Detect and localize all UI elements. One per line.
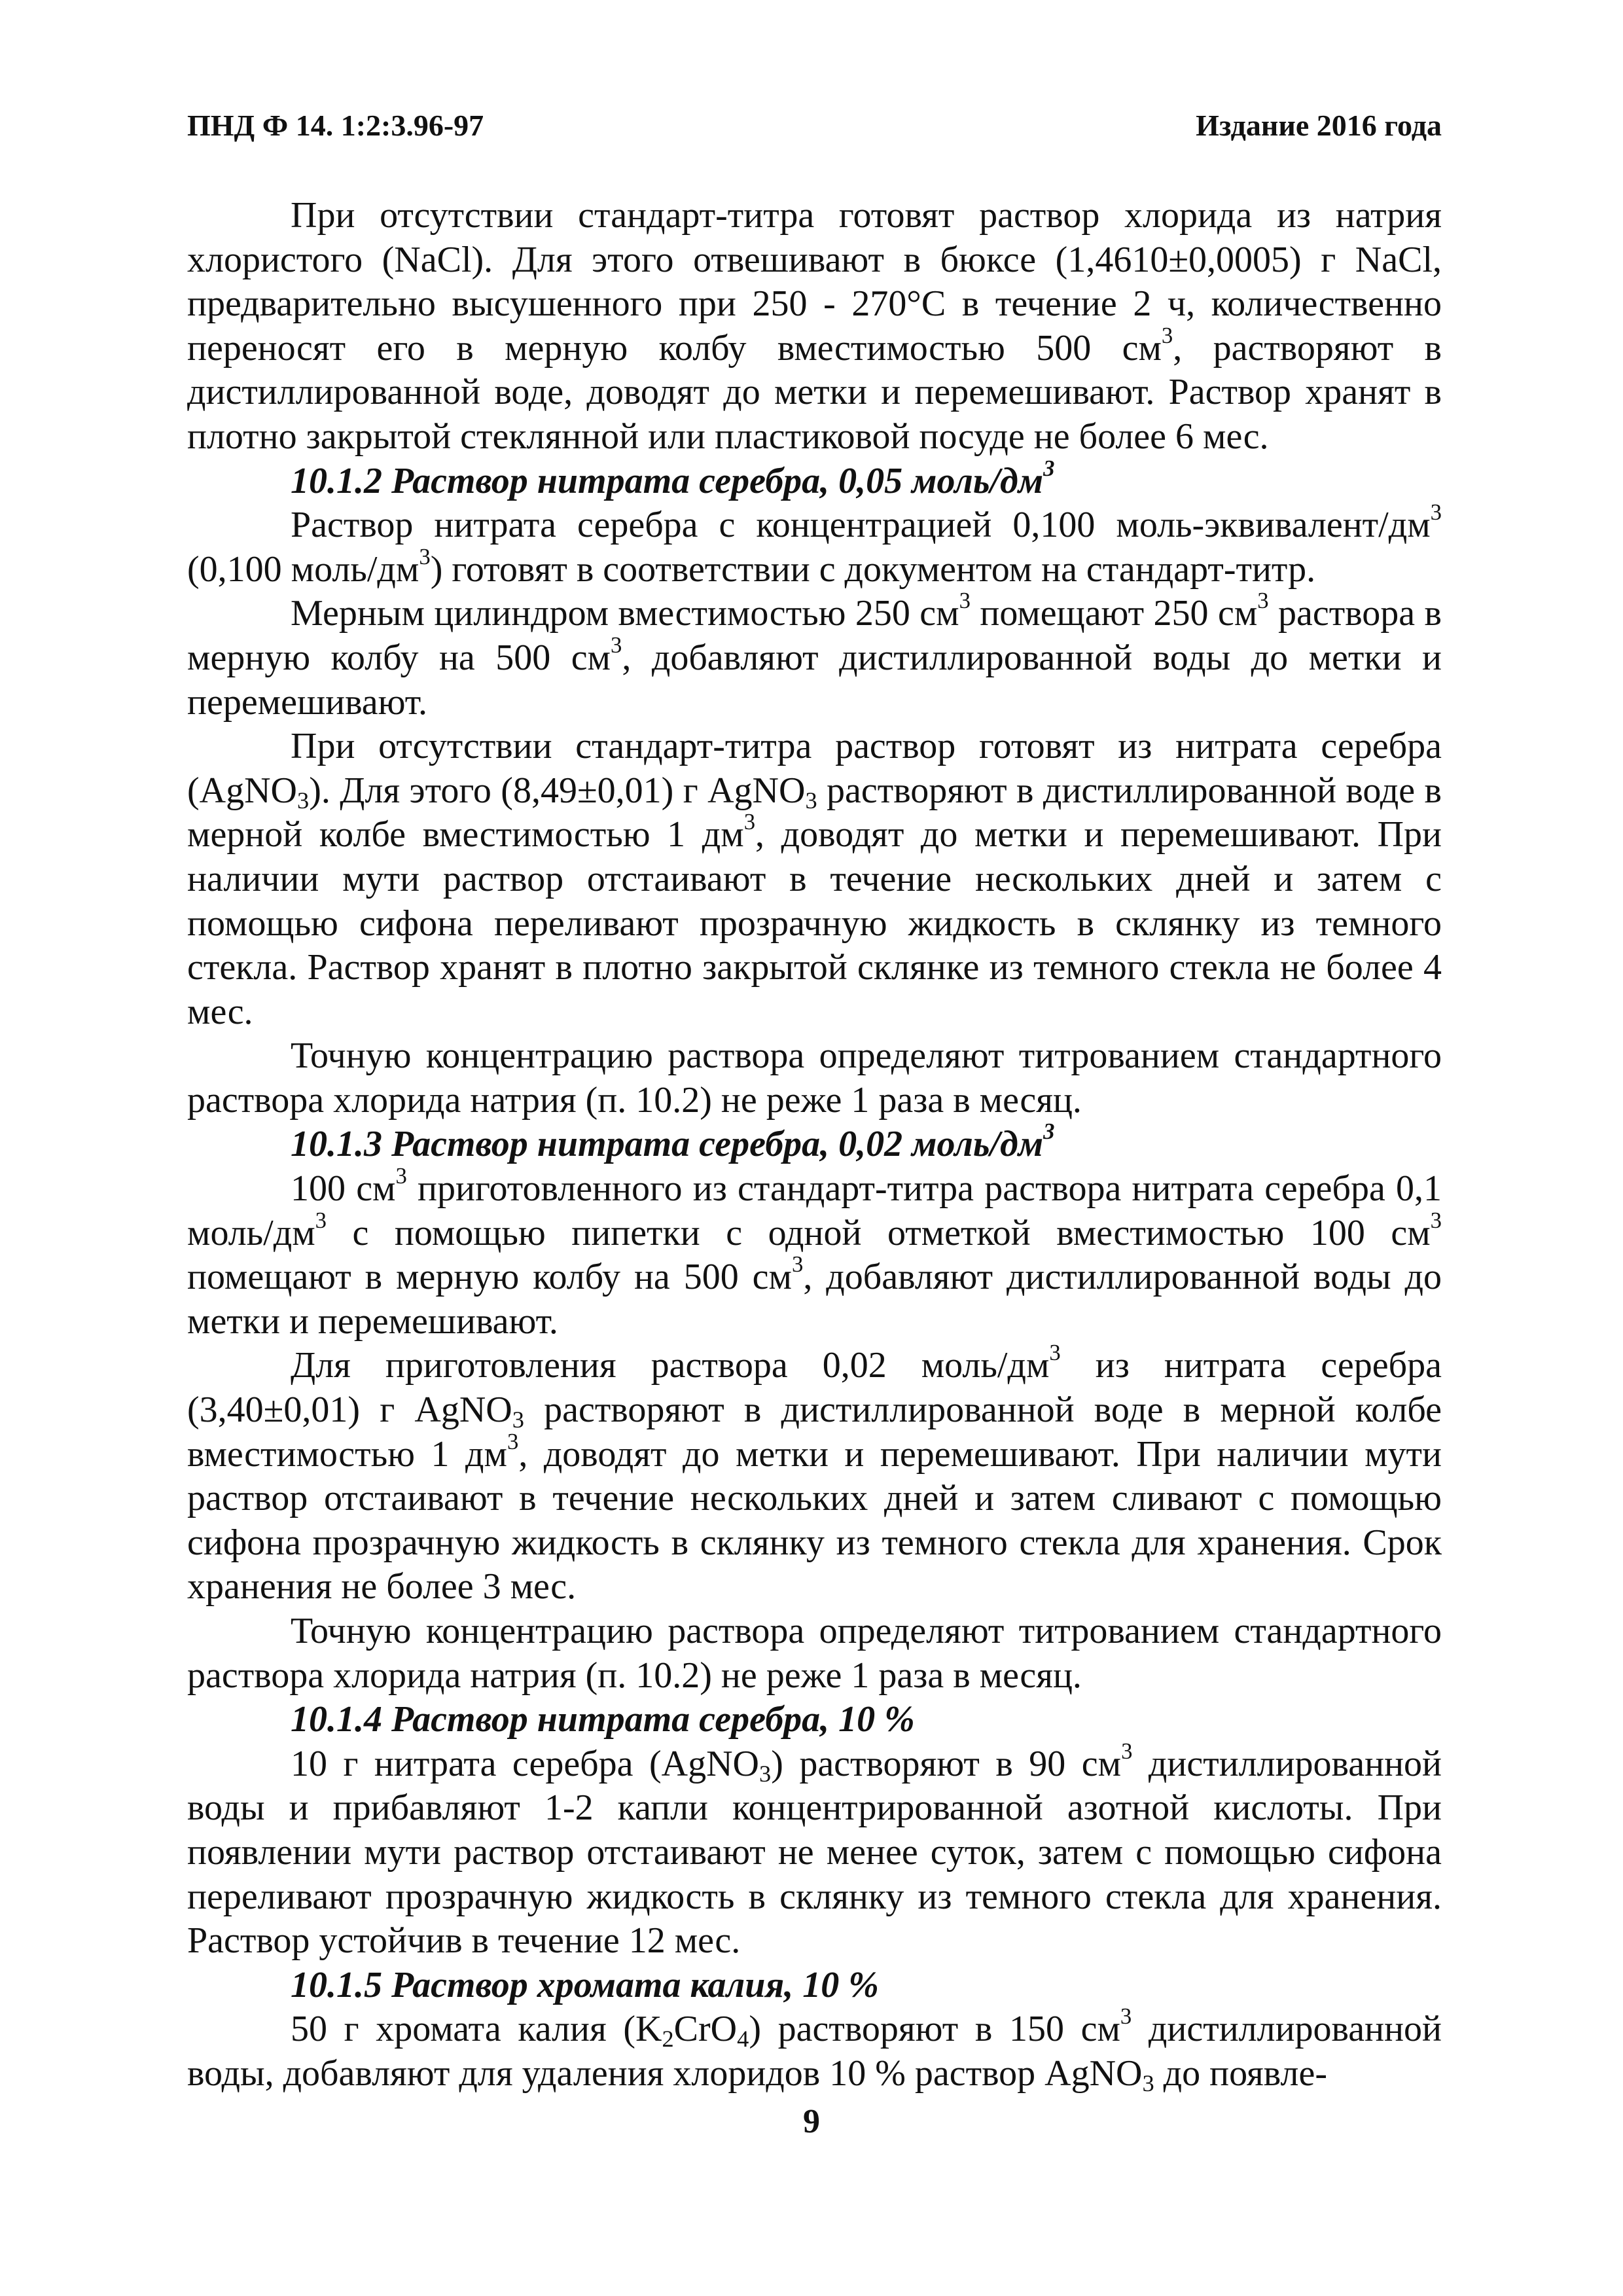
paragraph: При отсутствии стандарт-титра готовят раствор хлорида из натрия хлористого (NaCl). Для этого отвешивают в бюксе (1,4610±0,0005) г NaCl, предварительно высушенного при 250 - 270°C в течение 2 ч, количественно переносят его в мерную колбу вместимостью 500 $см^3$, растворяют в дистиллированной воде, доводят до метки и перемешивают. Раствор хранят в плотно закрытой стеклянной или пластиковой посуде не более 6 мес. [187,195,1442,457]
document-body [187,194,1442,2096]
paragraph: При отсутствии стандарт-титра раствор готовят из нитрата серебра (AgNO$_3$). Для этого (8,49±0,01) г AgNO$_3$ растворяют в дистиллированной воде в мерной колбе вместимостью 1 $дм^3$, доводят до метки и перемешивают. При наличии мути раствор отстаивают в течение нескольких дней и затем с помощью сифона переливают прозрачную жидкость в склянку из темного стекла. Раствор хранят в плотно закрытой склянке из темного стекла не более 4 мес. [187,726,1442,1032]
paragraph: Для приготовления раствора 0,02 моль/$дм^3$ из нитрата серебра (3,40±0,01) г AgNO$_3$ растворяют в дистиллированной воде в мерной колбе вместимостью 1 $дм^3$, доводят до метки и перемешивают. При наличии мути раствор отстаивают в течение нескольких дней и затем сливают с помощью сифона прозрачную жидкость в склянку из темного стекла для хранения. Срок хранения не более 3 мес. [187,1340,1442,1607]
section-heading: 10.1.3 Раствор нитрата серебра, 0,02 моль/$дм^3$ [291,1119,1055,1165]
paragraph: Точную концентрацию раствора определяют титрованием стандартного раствора хлорида натрия (п. 10.2) не реже 1 раза в месяц. [187,1611,1442,1696]
section-heading: 10.1.4 Раствор нитрата серебра, 10 % [291,1699,915,1740]
document-code: ПНД Ф 14. 1:2:3.96-97 [187,109,484,142]
paragraph: 50 г хромата калия $(K_2CrO_4)$ растворяют в 150 $см^3$ дистиллированной воды, добавляют для удаления хлоридов 10 % раствор AgNO$_3$ до появле- [187,2003,1442,2097]
section-heading: 10.1.2 Раствор нитрата серебра, 0,05 моль/$дм^3$ [291,455,1055,501]
page-number: 9 [803,2103,820,2140]
edition-label: Издание 2016 года [1196,109,1442,142]
paragraph: 100 $см^3$ приготовленного из стандарт-титра раствора нитрата серебра 0,1 моль/$дм^3$ с помощью пипетки с одной отметкой вместимостью 100 $см^3$ помещают в мерную колбу на 500 $см^3$, добавляют дистиллированной воды до метки и перемешивают. [187,1163,1442,1342]
paragraph: 10 г нитрата серебра (AgNO$_3$) растворяют в 90 $см^3$ дистиллированной воды и прибавляют 1-2 капли концентрированной азотной кислоты. При появлении мути раствор отстаивают не менее суток, затем с помощью сифона переливают прозрачную жидкость в склянку из темного стекла для хранения. Раствор устойчив в течение 12 мес. [187,1738,1442,1962]
paragraph: Раствор нитрата серебра с концентрацией 0,100 моль-$эквивалент/дм^3$ (0,100 моль/$дм^3$) готовят в соответствии с документом на стандарт-титр. [187,499,1442,590]
paragraph: Мерным цилиндром вместимостью 250 $см^3$ помещают 250 $см^3$ раствора в мерную колбу на 500 $см^3$, добавляют дистиллированной воды до метки и перемешивают. [187,588,1442,723]
paragraph: Точную концентрацию раствора определяют титрованием стандартного раствора хлорида натрия (п. 10.2) не реже 1 раза в месяц. [187,1035,1442,1121]
section-heading: 10.1.5 Раствор хромата калия, 10 % [291,1964,879,2005]
